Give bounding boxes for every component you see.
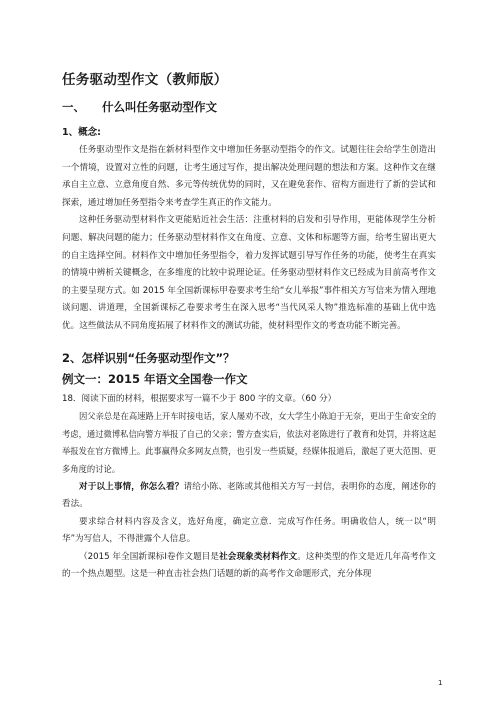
analysis-text-post: 。这种类型的作文是近几年高考作文的一个热点题型。这是一种直击社会热门话题的新的高考作文命题形式，充分体现 bbox=[62, 551, 436, 580]
section-heading-1 bbox=[62, 99, 436, 115]
analysis-text-pre: （2015 年全国新课标Ⅰ卷作文题目是 bbox=[79, 551, 220, 562]
question-bold: 对于以上事情，你怎么看？ bbox=[79, 481, 184, 492]
section-number: 一、 bbox=[62, 100, 85, 114]
concept-heading: 1、概念: bbox=[62, 127, 101, 138]
prompt-material: 因父亲总是在高速路上开车时接电话，家人屡劝不改，女大学生小陈迫于无奈，更出于生命安全的考虑，通过微博私信向警方举报了自己的父亲；警方查实后，依法对老陈进行了教育和处罚，并将这起举报发在官方微博上。此事赢得众多网友点赞，也引发一些质疑，经媒体报道后，激起了更大范围、更多角度的讨论。 bbox=[62, 411, 436, 474]
question-text: 请给小陈、老陈或其他相关方写一封信，表明你的态度，阐述你的看法。 bbox=[62, 481, 436, 510]
question-paragraph bbox=[62, 479, 436, 514]
paragraph-definition: 任务驱动型作文是指在新材料型作文中增加任务驱动型指令的作文。试题往往会给学生创造出一个情境，设置对立性的问题，让考生通过写作，提出解决处理问题的想法和方案。这种作文在继承自主立意、立意角度自然、多元等传统优势的同时，又在避免套作、宿构方面进行了新的尝试和探索，通过增加任务型指令来考查学生真正的作文能力。 bbox=[62, 145, 436, 208]
section-heading-2: 2、怎样识别“任务驱动型作文”？ bbox=[62, 350, 235, 365]
document-body bbox=[62, 68, 436, 584]
analysis-type-bold: 社会现象类材料作文 bbox=[219, 551, 298, 562]
requirements-paragraph: 要求综合材料内容及含义，选好角度，确定立意．完成写作任务。明确收信人，统一以“明华”为写信人，不得泄露个人信息。 bbox=[62, 516, 436, 545]
page-number: 1 bbox=[438, 679, 443, 687]
paragraph-features: 这种任务驱动型材料作文更能贴近社会生活：注重材料的启发和引导作用，更能体现学生分析问题、解决问题的能力；任务驱动型材料作文在角度、立意、文体和标题等方面，给考生留出更大的自主选择空间。材料作文中增加任务型指令，着力发挥试题引导写作任务的功能，使考生在真实的情境中辨析关键概念，在多维度的比较中说理论证。任务驱动型材料作文已经成为目前高考作文的主要呈现方式。如 2015 年全国新课标甲卷要求考生给“女儿举报”事件相关方写信来为情入理地谈问题、讲道理，全国新课标乙卷要求考生在深入思考“当代风采人物”推选标准的基础上优中选优。这些做法从不同角度拓展了材料作文的测试功能，使材料型作文的考查功能不断完善。 bbox=[62, 215, 436, 331]
document-title: 任务驱动型作文（教师版） bbox=[62, 72, 228, 88]
example-heading: 例文一：2015 年语文全国卷一作文 bbox=[62, 371, 248, 386]
analysis-paragraph bbox=[62, 549, 436, 584]
section-heading-text: 什么叫任务驱动型作文 bbox=[102, 100, 217, 114]
task-instruction: 18．阅读下面的材料，根据要求写一篇不少于 800 字的文章。（60 分） bbox=[62, 393, 337, 404]
